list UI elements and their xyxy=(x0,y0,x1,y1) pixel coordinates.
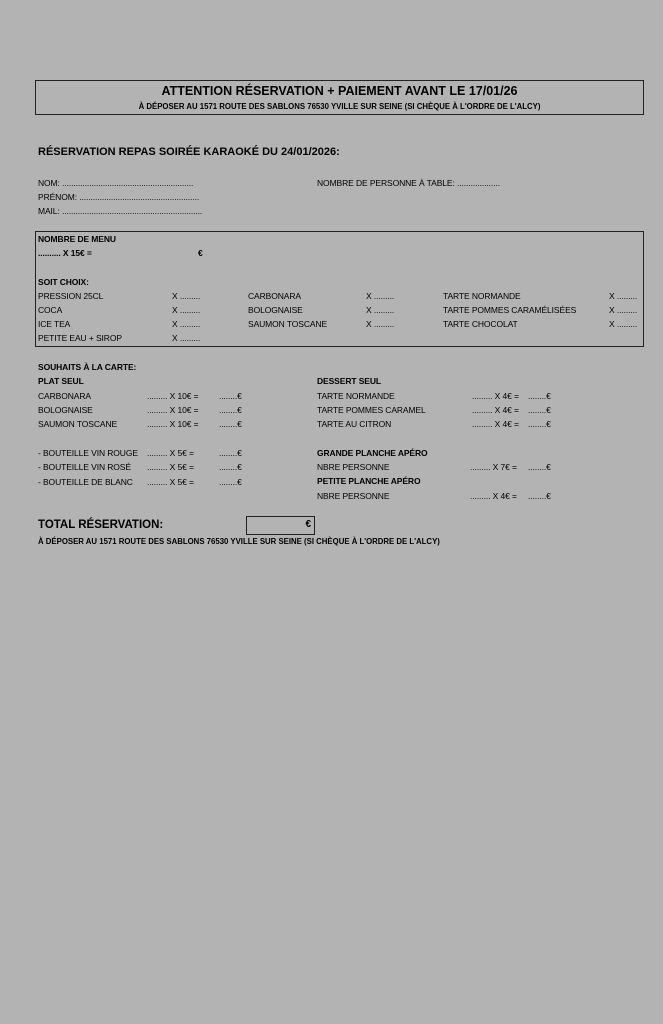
dessert-price[interactable]: ......... X 4€ = xyxy=(472,391,519,401)
plat-label: BOLOGNAISE xyxy=(38,405,93,415)
vin-total[interactable]: ........€ xyxy=(219,448,242,458)
plat-price[interactable]: ......... X 10€ = xyxy=(147,419,199,429)
header-box xyxy=(35,80,644,115)
menu-choice-label: SAUMON TOSCANE xyxy=(248,319,328,329)
dessert-total[interactable]: ........€ xyxy=(528,391,551,401)
menu-choice-label: TARTE CHOCOLAT xyxy=(443,319,518,329)
footer-address: À DÉPOSER AU 1571 ROUTE DES SABLONS 76530 YVILLE SUR SEINE (SI CHÈQUE À L'ORDRE DE L'ALCY) xyxy=(38,537,440,546)
plat-price[interactable]: ......... X 10€ = xyxy=(147,391,199,401)
vin-price[interactable]: ......... X 5€ = xyxy=(147,477,194,487)
menu-choice-label: COCA xyxy=(38,305,63,315)
menu-heading: NOMBRE DE MENU xyxy=(38,234,116,244)
dessert-total[interactable]: ........€ xyxy=(528,405,551,415)
menu-choice-label: PRESSION 25CL xyxy=(38,291,104,301)
menu-choice-qty[interactable]: X ......... xyxy=(366,319,395,329)
menu-choice-qty[interactable]: X ......... xyxy=(172,305,201,315)
petite-planche-total[interactable]: ........€ xyxy=(528,491,551,501)
plat-price[interactable]: ......... X 10€ = xyxy=(147,405,199,415)
petite-planche-heading: PETITE PLANCHE APÉRO xyxy=(317,476,421,486)
plat-total[interactable]: ........€ xyxy=(219,419,242,429)
vin-price[interactable]: ......... X 5€ = xyxy=(147,448,194,458)
menu-price-line[interactable]: .......... X 15€ = xyxy=(38,248,92,258)
menu-box xyxy=(35,231,644,347)
plat-label: SAUMON TOSCANE xyxy=(38,419,118,429)
plat-total[interactable]: ........€ xyxy=(219,405,242,415)
menu-choice-qty[interactable]: X ......... xyxy=(172,333,201,343)
menu-choice-qty[interactable]: X ......... xyxy=(609,305,638,315)
menu-choice-qty[interactable]: X ......... xyxy=(172,291,201,301)
vin-price[interactable]: ......... X 5€ = xyxy=(147,462,194,472)
plat-heading: PLAT SEUL xyxy=(38,376,84,386)
plat-total[interactable]: ........€ xyxy=(219,391,242,401)
reservation-title: RÉSERVATION REPAS SOIRÉE KARAOKÉ DU 24/01/2026: xyxy=(38,146,340,158)
persons-field[interactable]: NOMBRE DE PERSONNE À TABLE: ................... xyxy=(317,178,500,188)
menu-choice-qty[interactable]: X ......... xyxy=(609,319,638,329)
menu-euro: € xyxy=(198,248,203,258)
choix-heading: SOIT CHOIX: xyxy=(38,277,89,287)
menu-choice-label: ICE TEA xyxy=(38,319,71,329)
vin-label: - BOUTEILLE VIN ROSÉ xyxy=(38,462,131,472)
petite-planche-price[interactable]: ......... X 4€ = xyxy=(470,491,517,501)
prenom-field[interactable]: PRÉNOM: ..................................................... xyxy=(38,192,200,202)
grande-planche-label: NBRE PERSONNE xyxy=(317,462,390,472)
grande-planche-price[interactable]: ......... X 7€ = xyxy=(470,462,517,472)
total-label: TOTAL RÉSERVATION: xyxy=(38,519,164,531)
vin-total[interactable]: ........€ xyxy=(219,477,242,487)
vin-label: - BOUTEILLE DE BLANC xyxy=(38,477,133,487)
petite-planche-label: NBRE PERSONNE xyxy=(317,491,390,501)
dessert-heading: DESSERT SEUL xyxy=(317,376,381,386)
dessert-label: TARTE AU CITRON xyxy=(317,419,392,429)
vin-label: - BOUTEILLE VIN ROUGE xyxy=(38,448,138,458)
header-title: ATTENTION RÉSERVATION + PAIEMENT AVANT LE 17/01/26 xyxy=(161,84,518,98)
menu-choice-label: PETITE EAU + SIROP xyxy=(38,333,122,343)
total-euro: € xyxy=(305,519,311,530)
plat-label: CARBONARA xyxy=(38,391,91,401)
mail-field[interactable]: MAIL: .............................................................. xyxy=(38,206,203,216)
menu-choice-qty[interactable]: X ......... xyxy=(366,305,395,315)
menu-choice-qty[interactable]: X ......... xyxy=(366,291,395,301)
dessert-price[interactable]: ......... X 4€ = xyxy=(472,405,519,415)
nom-field[interactable]: NOM: .......................................................... xyxy=(38,178,194,188)
menu-choice-qty[interactable]: X ......... xyxy=(172,319,201,329)
dessert-label: TARTE NORMANDE xyxy=(317,391,395,401)
grande-planche-total[interactable]: ........€ xyxy=(528,462,551,472)
dessert-total[interactable]: ........€ xyxy=(528,419,551,429)
dessert-price[interactable]: ......... X 4€ = xyxy=(472,419,519,429)
total-field[interactable] xyxy=(246,516,315,535)
grande-planche-heading: GRANDE PLANCHE APÉRO xyxy=(317,448,428,458)
carte-heading: SOUHAITS À LA CARTE: xyxy=(38,362,137,372)
menu-choice-qty[interactable]: X ......... xyxy=(609,291,638,301)
header-subtitle: À DÉPOSER AU 1571 ROUTE DES SABLONS 76530 YVILLE SUR SEINE (SI CHÈQUE À L'ORDRE DE L'ALCY) xyxy=(138,102,541,111)
menu-choice-label: TARTE NORMANDE xyxy=(443,291,521,301)
dessert-label: TARTE POMMES CARAMEL xyxy=(317,405,426,415)
vin-total[interactable]: ........€ xyxy=(219,462,242,472)
menu-choice-label: CARBONARA xyxy=(248,291,301,301)
menu-choice-label: TARTE POMMES CARAMÉLISÉES xyxy=(443,305,577,315)
menu-choice-label: BOLOGNAISE xyxy=(248,305,303,315)
